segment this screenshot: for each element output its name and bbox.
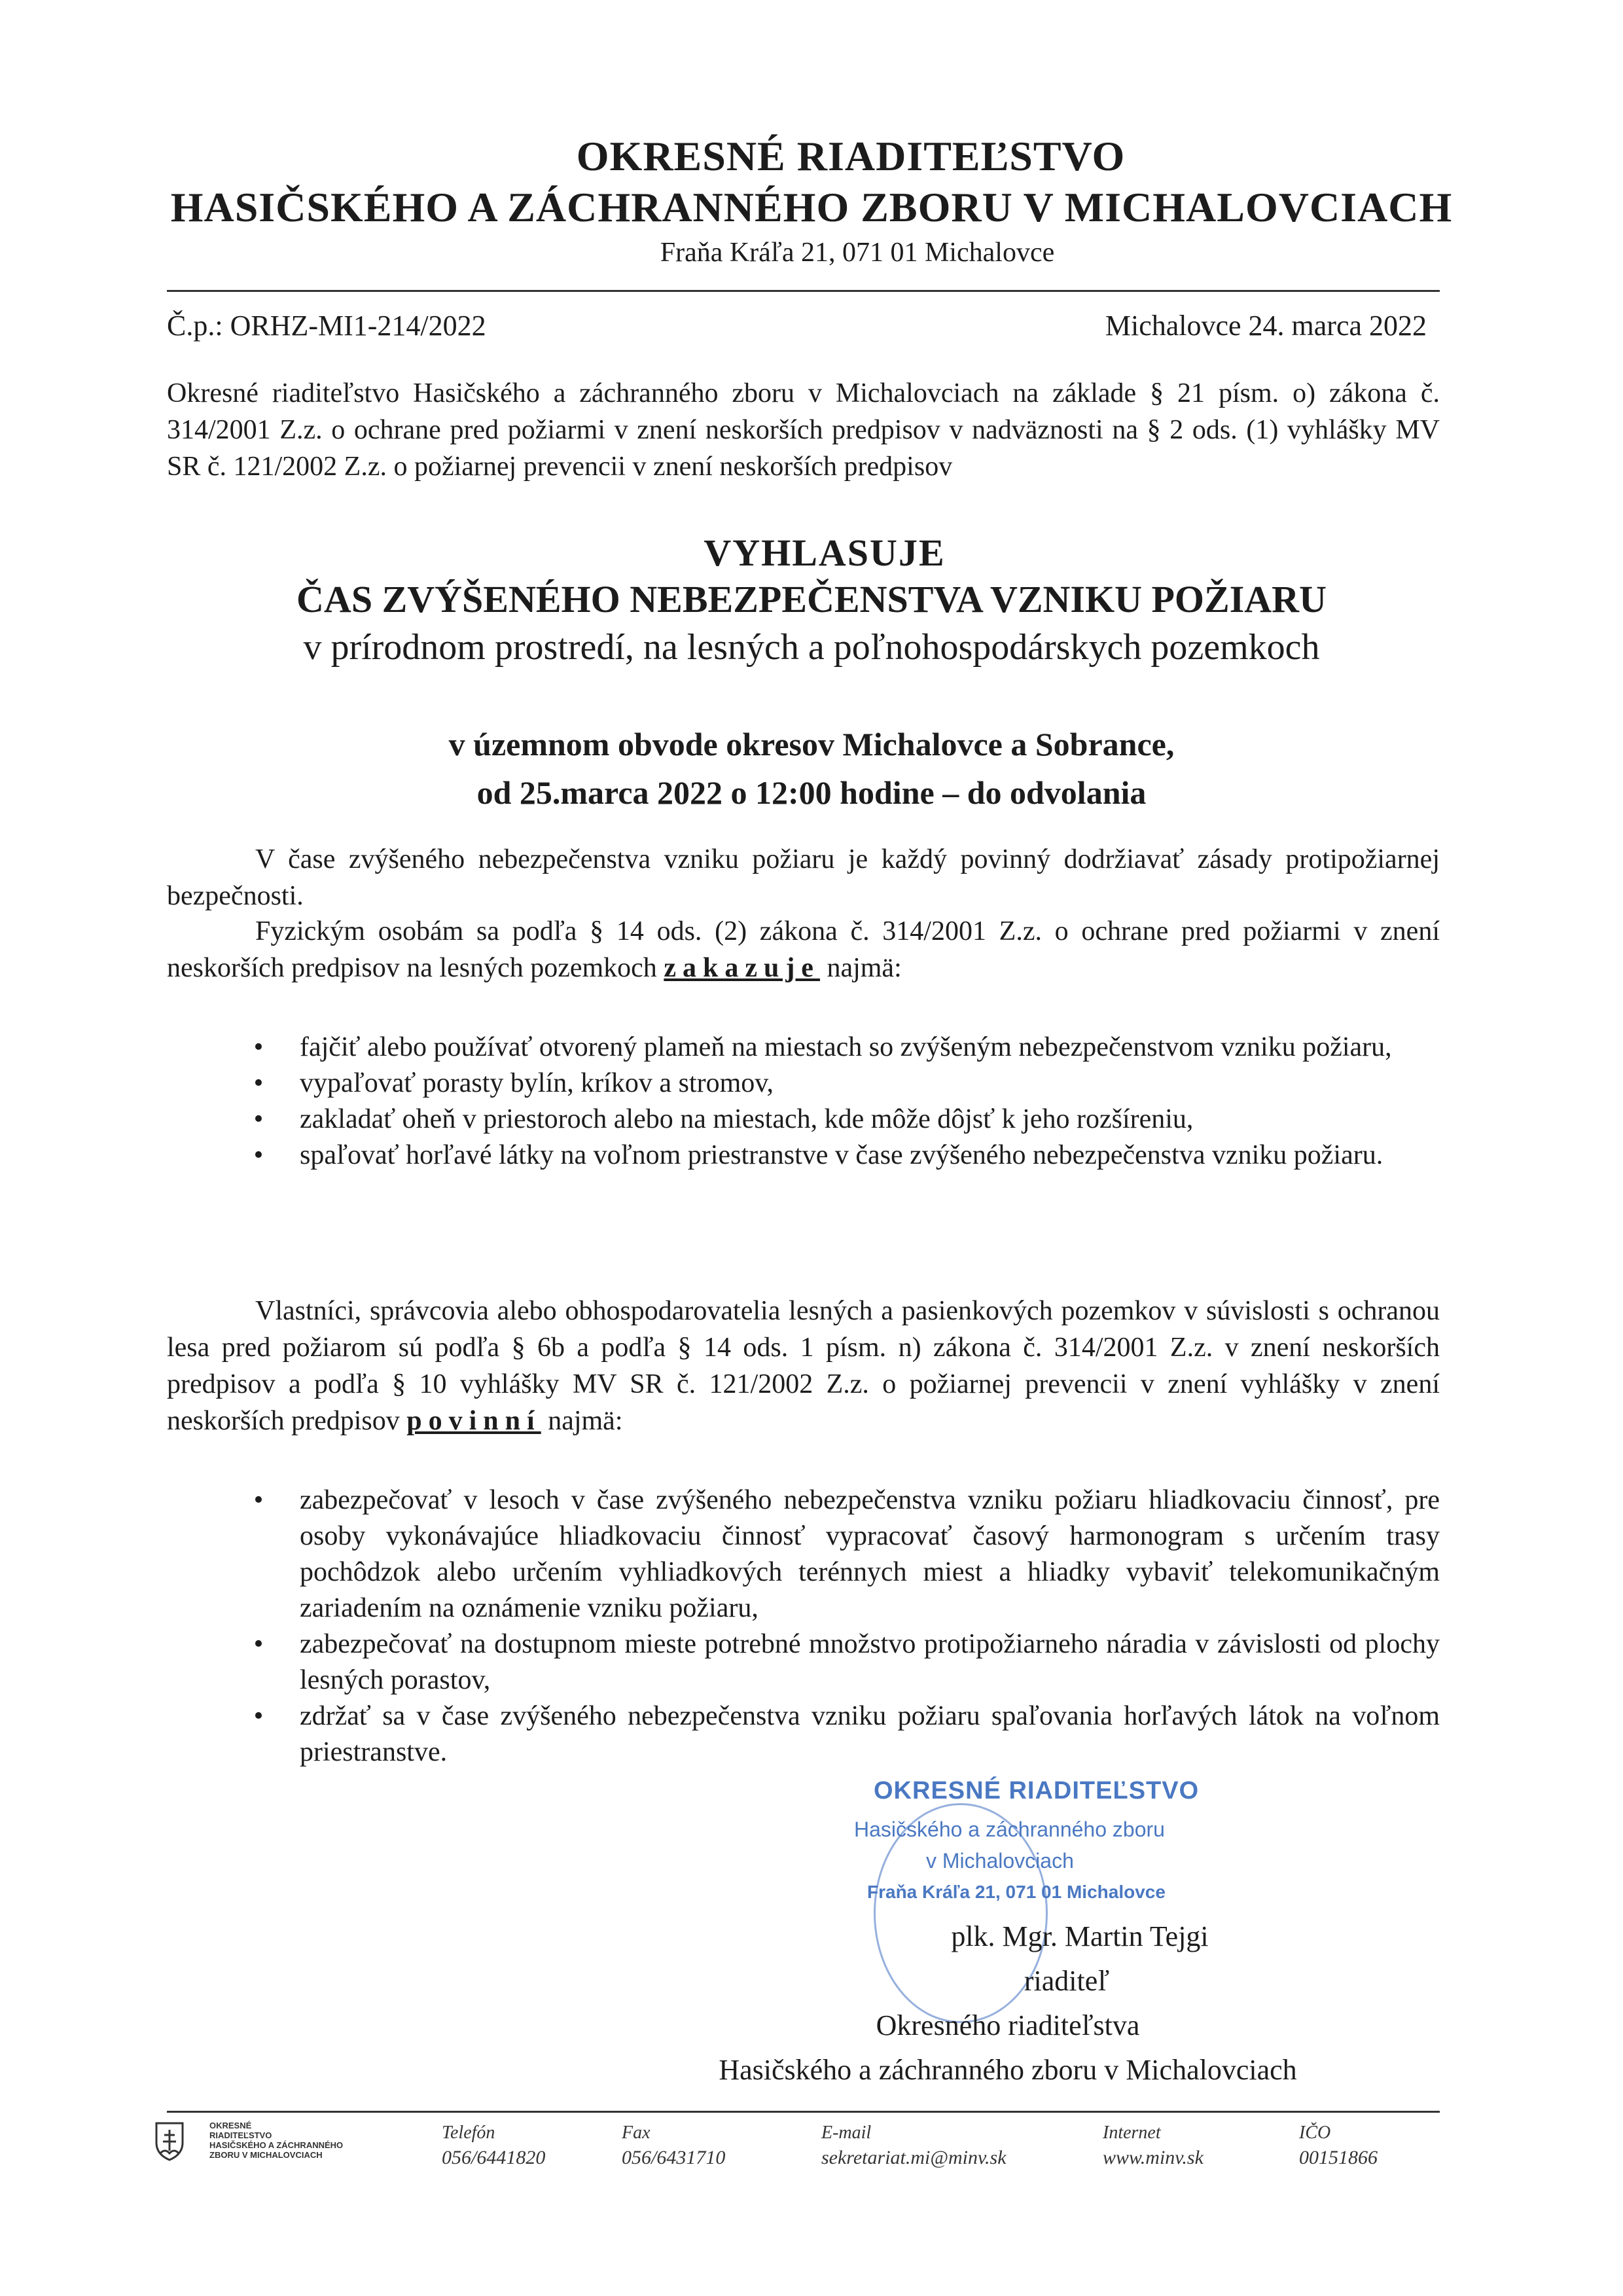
prohibition-tail: najmä: [827, 953, 902, 983]
list-item: • fajčiť alebo používať otvorený plameň na miestach so zvýšeným nebezpečenstvom vzniku požiaru, [242, 1030, 1440, 1066]
declaration-verb: VYHLASUJE [704, 531, 946, 574]
list-item: • zdržať sa v čase zvýšeného nebezpečenstva vzniku požiaru spaľovania horľavých látok na voľnom priestranstve. [242, 1698, 1440, 1770]
declaration-subtitle: v prírodnom prostredí, na lesných a poľnohospodárskych pozemkoch [303, 627, 1320, 668]
signatory-name: plk. Mgr. Martin Tejgi [951, 1920, 1209, 1952]
intro-paragraph: Okresné riaditeľstvo Hasičského a záchranného zboru v Michalovciach na základe § 21 písm. o) zákona č. 314/2001 Z.z. o ochrane pred požiarmi v znení neskorších predpisov v nadväznosti na § 2 ods. (1) vyhlášky MV SR č. 121/2002 Z.z. o požiarnej prevencii v znení neskorších predpisov [167, 378, 1440, 482]
declaration-title: ČAS ZVÝŠENÉHO NEBEZPEČENSTVA VZNIKU POŽIARU [296, 578, 1327, 620]
footer-divider [167, 2111, 1440, 2113]
scope [157, 720, 1466, 817]
list-item: • zabezpečovať na dostupnom mieste potrebné množstvo protipožiarneho náradia v závislosti od plochy lesných porastov, [242, 1626, 1440, 1698]
bullet-icon: • [253, 1032, 264, 1062]
scope-area: v územnom obvode okresov Michalovce a Sobrance, [448, 726, 1175, 762]
reference-number: Č.p.: ORHZ-MI1-214/2022 [167, 310, 486, 342]
owners-text: Vlastníci, správcovia alebo obhospodarovatelia lesných a pasienkových pozemkov v súvislosti s ochranou lesa pred požiarom sú podľa § 6b a podľa § 14 ods. 1 písm. n) zákona č. 314/2001 Z.z. v znení neskorších predpisov a podľa § 10 vyhlášky MV SR č. 121/2002 Z.z. o požiarnej prevencii v znení vyhlášky v znení neskorších predpisov [167, 1296, 1440, 1436]
prohibition-text: Fyzickým osobám sa podľa § 14 ods. (2) zákona č. 314/2001 Z.z. o ochrane pred požiarmi v znení neskorších predpisov na lesných pozemkoch [167, 916, 1440, 983]
signature-block [681, 1914, 1335, 2092]
org-name-line1: OKRESNÉ RIADITEĽSTVO [576, 133, 1126, 179]
paragraph-prohibition [167, 913, 1440, 986]
footer-phone: Telefón 056/6441820 [442, 2123, 546, 2168]
footer-ico: IČO 00151866 [1299, 2123, 1378, 2168]
bullet-icon: • [253, 1068, 264, 1098]
list-item: • vypaľovať porasty bylín, kríkov a stromov, [242, 1066, 1440, 1102]
footer [154, 2121, 1463, 2199]
bullet-icon: • [253, 1140, 264, 1170]
official-stamp: OKRESNÉ RIADITEĽSTVO Hasičského a záchranného zboru v Michalovciach Fraňa Kráľa 21, 071 01 Michalovce [847, 1777, 1214, 2013]
paragraph-owners-duties [167, 1293, 1440, 1439]
org-address: Fraňa Kráľa 21, 071 01 Michalovce [660, 238, 1055, 268]
footer-email: E-mail sekretariat.mi@minv.sk [821, 2123, 1007, 2168]
list-item: • spaľovať horľavé látky na voľnom priestranstve v čase zvýšeného nebezpečenstva vzniku požiaru. [242, 1138, 1440, 1174]
scope-period: od 25.marca 2022 o 12:00 hodine – do odvolania [476, 774, 1147, 811]
bullet-icon: • [253, 1701, 264, 1731]
bullet-icon: • [253, 1629, 264, 1659]
document-date: Michalovce 24. marca 2022 [1105, 310, 1427, 342]
crest-icon [154, 2121, 185, 2161]
paragraph-general-duty: V čase zvýšeného nebezpečenstva vzniku požiaru je každý povinný dodržiavať zásady protipožiarnej bezpečnosti. [167, 844, 1440, 911]
org-name-line2: HASIČSKÉHO A ZÁCHRANNÉHO ZBORU V MICHALOVCIACH [170, 184, 1453, 230]
footer-fax: Fax 056/6431710 [622, 2123, 726, 2168]
signatory-role: riaditeľ [1024, 1965, 1110, 1997]
declaration [157, 530, 1466, 672]
signatory-org2: Hasičského a záchranného zboru v Michalovciach [719, 2054, 1297, 2086]
prohibited-list [242, 1030, 1440, 1174]
list-item: • zakladať oheň v priestoroch alebo na miestach, kde môže dôjsť k jeho rozšíreniu, [242, 1102, 1440, 1138]
footer-org: OKRESNÉ RIADITEĽSTVO HASIČSKÉHO A ZÁCHRANNÉHO ZBORU V MICHALOVCIACH [209, 2121, 344, 2160]
list-item: • zabezpečovať v lesoch v čase zvýšeného nebezpečenstva vzniku požiaru hliadkovaciu činnosť, pre osoby vykonávajúce hliadkovaciu činnosť vypracovať časový harmonogram s určením trasy pochôdzok alebo určením vyhliadkových terénnych miest a hliadky vybaviť telekomunikačným zariadením na oznámenie vzniku požiaru, [242, 1482, 1440, 1626]
letterhead [157, 131, 1466, 272]
obligations-list [242, 1482, 1440, 1770]
footer-web: Internet www.minv.sk [1103, 2123, 1204, 2168]
signatory-org1: Okresného riaditeľstva [876, 2009, 1140, 2041]
owners-tail: najmä: [548, 1406, 623, 1436]
prohibition-keyword: zakazuje [664, 953, 820, 983]
owners-keyword: povinní [406, 1406, 541, 1436]
header-divider [167, 290, 1440, 292]
bullet-icon: • [253, 1485, 264, 1515]
bullet-icon: • [253, 1104, 264, 1134]
